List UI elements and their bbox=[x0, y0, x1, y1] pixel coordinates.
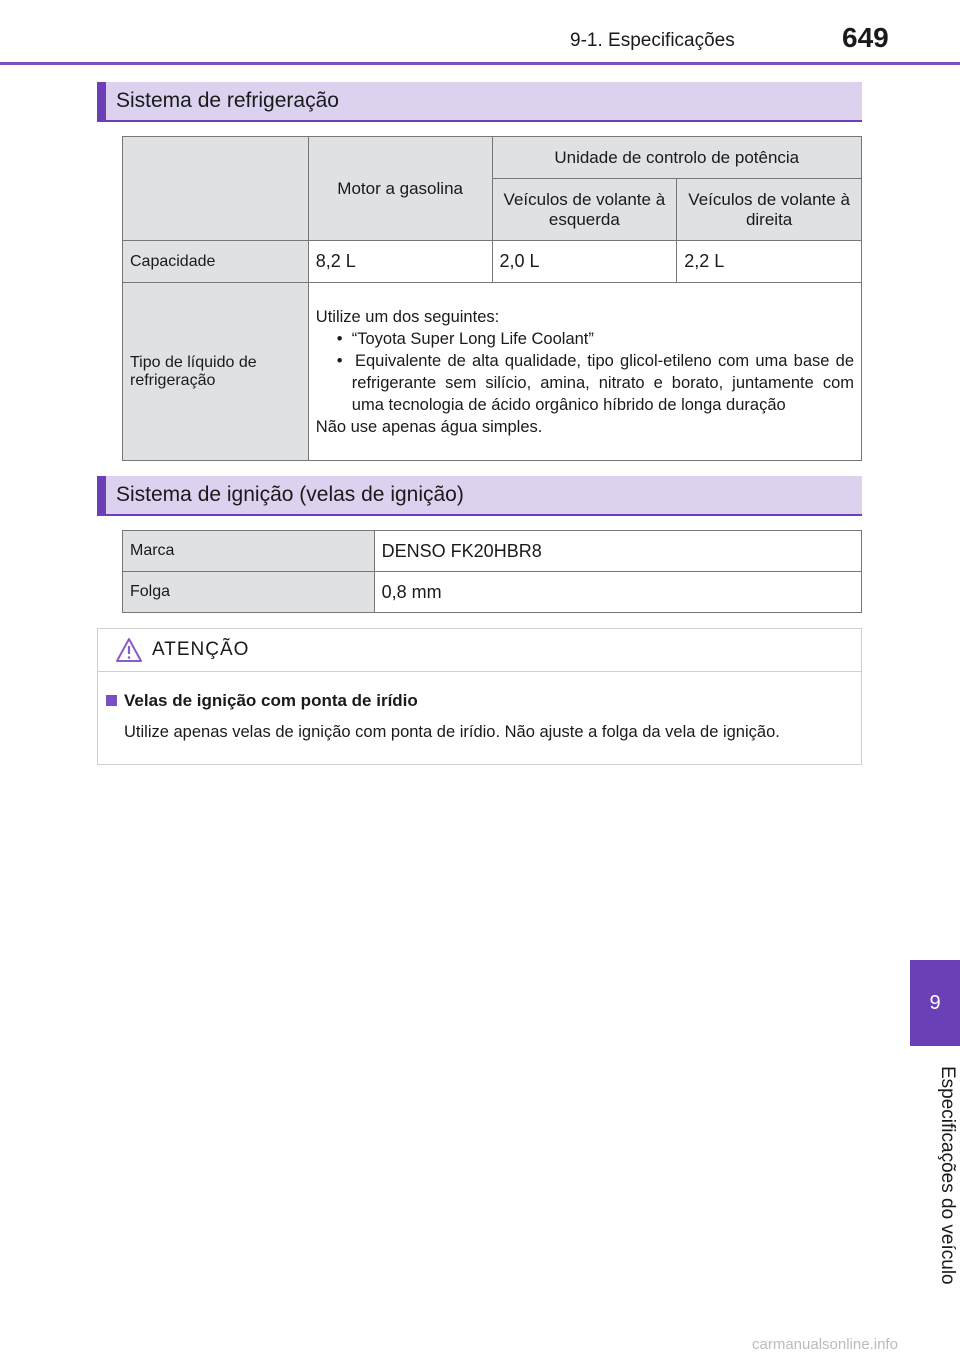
header-rule bbox=[0, 62, 960, 65]
capacity-lhd: 2,0 L bbox=[492, 241, 677, 283]
chapter-label: Especificações do veículo bbox=[937, 1065, 958, 1285]
col-pcu: Unidade de controlo de potência bbox=[492, 137, 862, 179]
warning-title: ATENÇÃO bbox=[152, 639, 250, 660]
cooling-heading: Sistema de refrigeração bbox=[97, 82, 862, 122]
coolant-bullet-2: • Equivalente de alta qualidade, tipo glicol-etileno com uma base de refrigerante sem silício, amina, nitrato e borato, juntamente com uma tecnologia de ácido orgânico híbrido de longa duração bbox=[336, 351, 854, 414]
capacity-rhd: 2,2 L bbox=[677, 241, 862, 283]
coolant-note: Não use apenas água simples. bbox=[315, 417, 543, 436]
warning-header bbox=[98, 629, 861, 672]
warning-item-title: Velas de ignição com ponta de irídio bbox=[106, 691, 418, 711]
capacity-label: Capacidade bbox=[123, 241, 309, 283]
empty-corner-cell bbox=[123, 137, 309, 241]
brand-label: Marca bbox=[123, 531, 375, 572]
coolant-label: Tipo de líquido de refrigeração bbox=[123, 283, 309, 461]
col-engine: Motor a gasolina bbox=[308, 137, 492, 241]
ignition-table bbox=[122, 530, 862, 613]
chapter-tab: 9 bbox=[910, 960, 960, 1046]
warning-triangle-icon bbox=[116, 637, 142, 663]
coolant-bullet-1: • “Toyota Super Long Life Coolant” bbox=[336, 329, 594, 348]
capacity-engine: 8,2 L bbox=[308, 241, 492, 283]
ignition-heading: Sistema de ignição (velas de ignição) bbox=[97, 476, 862, 516]
col-lhd: Veículos de volante à esquerda bbox=[492, 179, 677, 241]
watermark: carmanualsonline.info bbox=[752, 1336, 898, 1353]
warning-item-text: Utilize apenas velas de ignição com ponta de irídio. Não ajuste a folga da vela de ignição. bbox=[124, 723, 780, 741]
warning-box bbox=[97, 628, 862, 765]
gap-label: Folga bbox=[123, 572, 375, 613]
brand-value: DENSO FK20HBR8 bbox=[374, 531, 861, 572]
page-number: 649 bbox=[842, 22, 889, 53]
cooling-table bbox=[122, 136, 862, 461]
col-rhd: Veículos de volante à direita bbox=[677, 179, 862, 241]
section-title: 9-1. Especificações bbox=[570, 30, 735, 51]
gap-value: 0,8 mm bbox=[374, 572, 861, 613]
coolant-cell bbox=[308, 283, 861, 461]
coolant-intro: Utilize um dos seguintes: bbox=[315, 307, 500, 326]
bullet-square-icon bbox=[106, 695, 117, 706]
